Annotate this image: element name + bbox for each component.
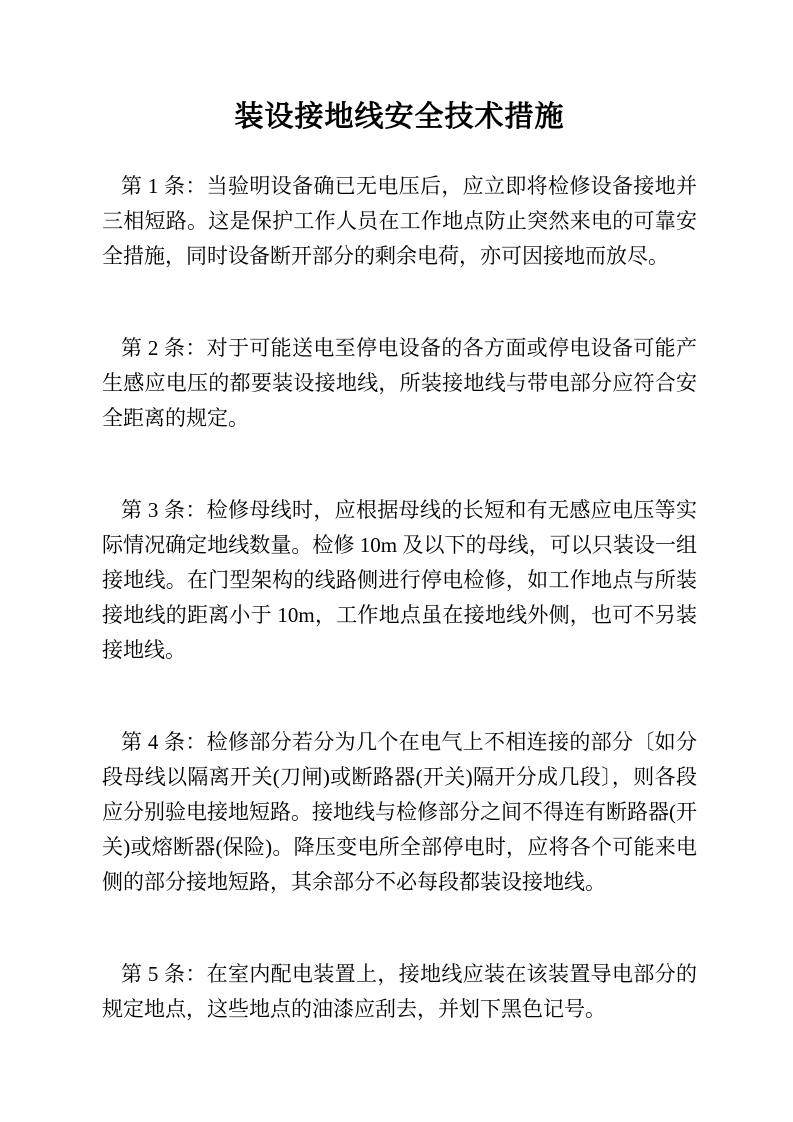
paragraph-clause-1: 第 1 条：当验明设备确已无电压后，应立即将检修设备接地并三相短路。这是保护工作人员在工作地点防止突然来电的可靠安全措施，同时设备断开部分的剩余电荷，亦可因接地而放尽。 <box>102 174 697 268</box>
document-body <box>102 169 697 1027</box>
paragraph-clause-4: 第 4 条：检修部分若分为几个在电气上不相连接的部分〔如分段母线以隔离开关(刀闸)或断路器(开关)隔开分成几段〕，则各段应分别验电接地短路。接地线与检修部分之间不得连有断路器(开关)或熔断器(保险)。降压变电所全部停电时，应将各个可能来电侧的部分接地短路，其余部分不必每段都装设接地线。 <box>102 730 697 894</box>
paragraph-clause-2: 第 2 条：对于可能送电至停电设备的各方面或停电设备可能产生感应电压的都要装设接地线，所装接地线与带电部分应符合安全距离的规定。 <box>102 336 697 430</box>
paragraph-clause-3: 第 3 条：检修母线时，应根据母线的长短和有无感应电压等实际情况确定地线数量。检修 10m 及以下的母线，可以只装设一组接地线。在门型架构的线路侧进行停电检修，如工作地点与所装接地线的距离小于 10m，工作地点虽在接地线外侧，也可不另装接地线。 <box>102 498 697 662</box>
document-title: 装设接地线安全技术措施 <box>234 101 565 133</box>
paragraph-clause-5: 第 5 条：在室内配电装置上，接地线应装在该装置导电部分的规定地点，这些地点的油漆应刮去，并划下黑色记号。 <box>102 962 697 1021</box>
